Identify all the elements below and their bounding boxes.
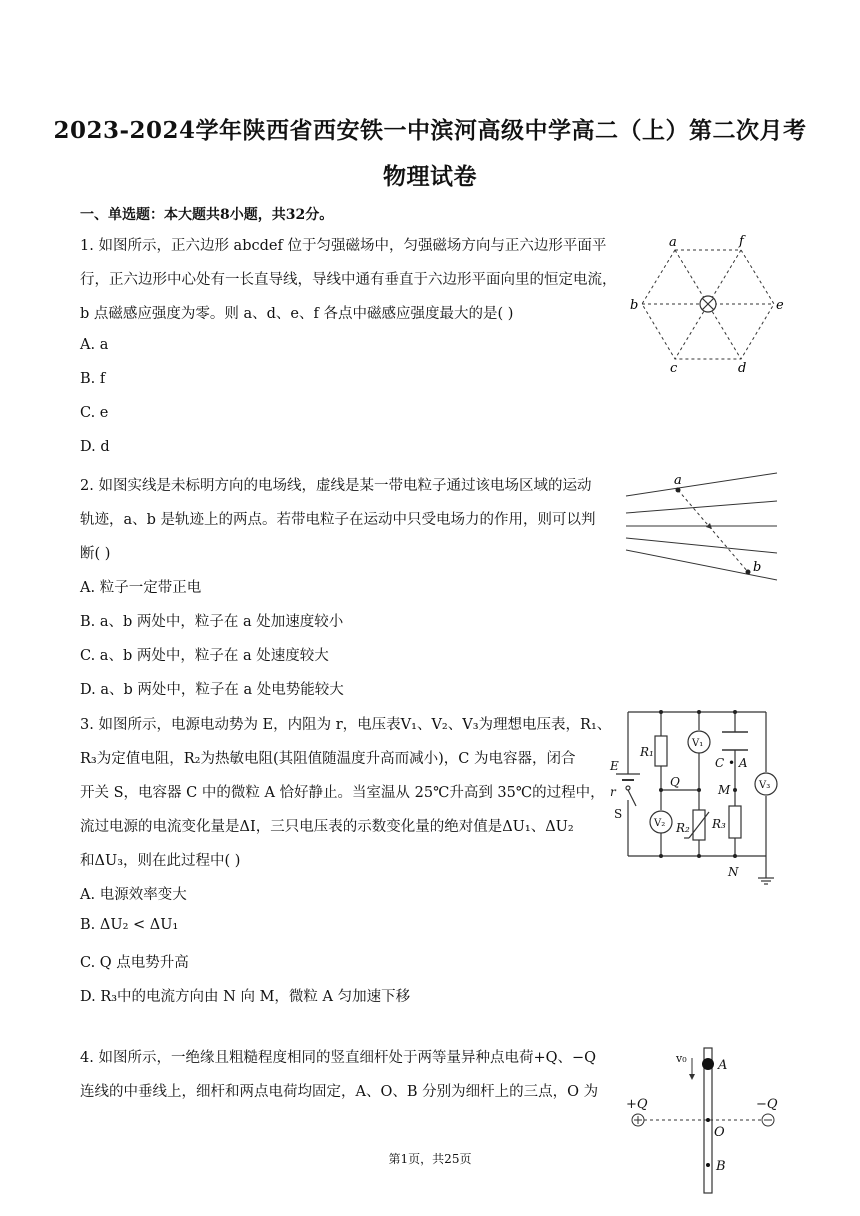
q1-option-a: A. a xyxy=(80,337,109,353)
hex-label-e: e xyxy=(776,298,784,313)
q2-line3: 断( ) xyxy=(80,546,111,562)
q1-line3: b 点磁感应强度为零。则 a、d、e、f 各点中磁感应强度最大的是( ) xyxy=(80,306,514,322)
rod-label-plus-q: +Q xyxy=(626,1097,648,1112)
q3-line1: 3. 如图所示，电源电动势为 E，内阻为 r，电压表V₁、V₂、V₃为理想电压表，R₁、 xyxy=(80,717,612,733)
q2-option-d: D. a、b 两处中，粒子在 a 处电势能较大 xyxy=(80,682,344,698)
hex-label-c: c xyxy=(670,361,678,376)
circuit-label-r3: R₃ xyxy=(712,817,726,831)
rod-label-v0: v₀ xyxy=(676,1052,687,1065)
charges-rod-figure xyxy=(620,1044,790,1196)
circuit-label-q: Q xyxy=(670,775,680,789)
q4-line2: 连线的中垂线上，细杆和两点电荷均固定，A、O、B 分别为细杆上的三点，O 为 xyxy=(80,1084,599,1100)
rod-label-o: O xyxy=(714,1125,725,1140)
rod-label-minus-q: −Q xyxy=(756,1097,778,1112)
q2-line2: 轨迹，a、b 是轨迹上的两点。若带电粒子在运动中只受电场力的作用，则可以判 xyxy=(80,512,596,528)
circuit-label-ca: C • A xyxy=(715,756,748,770)
circuit-label-r1: R₁ xyxy=(640,745,654,759)
hex-label-b: b xyxy=(630,298,639,313)
q3-line3: 开关 S，电容器 C 中的微粒 A 恰好静止。当室温从 25℃升高到 35℃的过程中， xyxy=(80,785,605,801)
circuit-label-s: S xyxy=(614,807,623,821)
page-title: 2023-2024学年陕西省西安铁一中滨河高级中学高二（上）第二次月考 xyxy=(53,117,807,144)
hex-label-d: d xyxy=(738,361,747,376)
field-label-a: a xyxy=(674,473,682,488)
circuit-label-v3: V₃ xyxy=(759,780,771,791)
q1-option-b: B. f xyxy=(80,371,106,387)
q1-line1: 1. 如图所示，正六边形 abcdef 位于匀强磁场中，匀强磁场方向与正六边形平面平 xyxy=(80,238,607,254)
hex-label-a: a xyxy=(669,235,677,250)
q3-line5: 和ΔU₃，则在此过程中( ) xyxy=(80,853,241,869)
hexagon-figure xyxy=(628,232,788,377)
rod-label-a: A xyxy=(718,1058,728,1073)
field-label-b: b xyxy=(753,560,762,575)
circuit-figure xyxy=(606,706,784,892)
circuit-label-r2: R₂ xyxy=(676,821,690,835)
q1-option-c: C. e xyxy=(80,405,109,421)
q1-option-d: D. d xyxy=(80,439,110,455)
circuit-label-v2: V₂ xyxy=(654,818,666,829)
q2-option-a: A. 粒子一定带正电 xyxy=(80,580,202,596)
circuit-label-r: r xyxy=(610,785,616,799)
q2-option-c: C. a、b 两处中，粒子在 a 处速度较大 xyxy=(80,648,329,664)
q2-option-b: B. a、b 两处中，粒子在 a 处加速度较小 xyxy=(80,614,344,630)
q2-line1: 2. 如图实线是未标明方向的电场线，虚线是某一带电粒子通过该电场区域的运动 xyxy=(80,478,592,494)
section-heading: 一、单选题：本大题共8小题，共32分。 xyxy=(80,207,334,223)
circuit-label-e: E xyxy=(610,759,619,773)
hex-label-f: f xyxy=(739,234,744,249)
q3-option-a: A. 电源效率变大 xyxy=(80,887,187,903)
q3-line2: R₃为定值电阻，R₂为热敏电阻(其阻值随温度升高而减小)，C 为电容器，闭合 xyxy=(80,751,576,767)
q3-line4: 流过电源的电流变化量是ΔI，三只电压表的示数变化量的绝对值是ΔU₁、ΔU₂ xyxy=(80,819,574,835)
circuit-label-v1: V₁ xyxy=(692,738,704,749)
circuit-label-m: M xyxy=(718,783,731,797)
q3-option-b: B. ΔU₂ < ΔU₁ xyxy=(80,917,179,933)
q4-line1: 4. 如图所示，一绝缘且粗糙程度相同的竖直细杆处于两等量异种点电荷+Q、−Q xyxy=(80,1050,597,1066)
q3-option-d: D. R₃中的电流方向由 N 向 M，微粒 A 匀加速下移 xyxy=(80,989,411,1005)
rod-label-b: B xyxy=(716,1159,726,1174)
page-subtitle: 物理试卷 xyxy=(383,163,477,190)
q1-line2: 行，正六边形中心处有一长直导线，导线中通有垂直于六边形平面向里的恒定电流， xyxy=(80,272,617,288)
circuit-label-n: N xyxy=(728,865,739,879)
page-footer: 第1页，共25页 xyxy=(388,1152,472,1166)
field-lines-figure xyxy=(622,468,782,588)
q3-option-c: C. Q 点电势升高 xyxy=(80,955,189,971)
